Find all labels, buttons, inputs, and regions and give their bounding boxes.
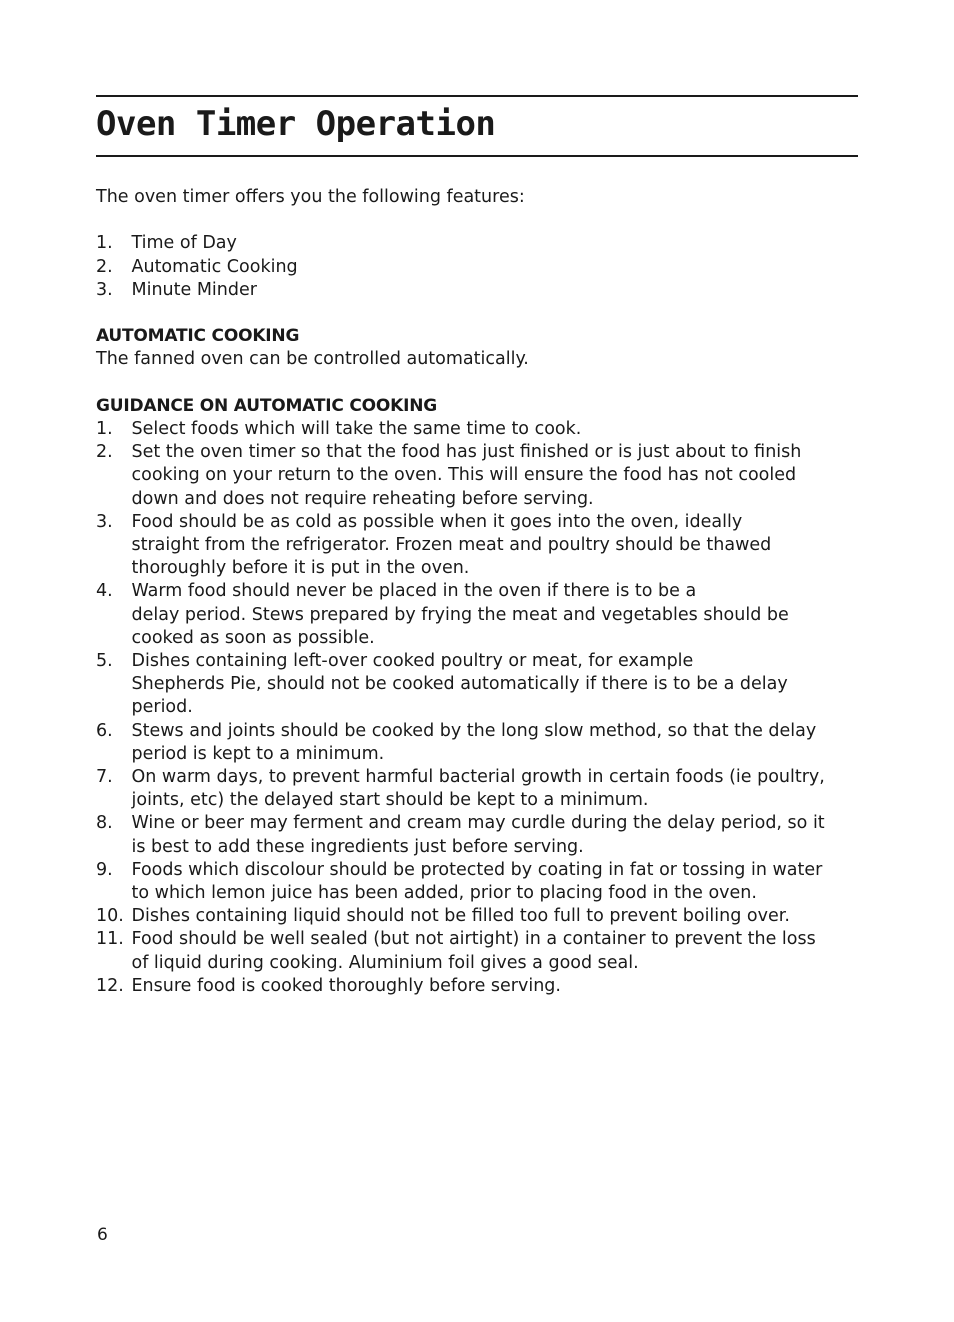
list-item-line: Shepherds Pie, should not be cooked automatically if there is to be a delay [131,674,788,695]
title-top-rule [96,95,858,97]
list-item: 3. Food should be as cold as possible when it goes into the oven, ideally straight from the refrigerator. Frozen meat and poultry should be thawed thoroughly before it is put in the oven. [96,511,772,579]
list-item: 9. Foods which discolour should be protected by coating in fat or tossing in water to which lemon juice has been added, prior to placing food in the oven. [96,859,823,904]
list-item-line: is best to add these ingredients just before serving. [131,836,584,857]
list-item: 10. Dishes containing liquid should not be filled too full to prevent boiling over. [96,906,790,927]
list-item-line: Food should be as cold as possible when it goes into the oven, ideally [131,511,743,532]
automatic-cooking-heading: AUTOMATIC COOKING [96,326,300,347]
list-item-line: On warm days, to prevent harmful bacterial growth in certain foods (ie poultry, [131,767,825,788]
list-item-line: straight from the refrigerator. Frozen meat and poultry should be thawed [131,535,772,555]
list-item-line: cooking on your return to the oven. This will ensure the food has not cooled [131,465,797,486]
page-content [96,186,836,998]
list-item-line: Stews and joints should be cooked by the long slow method, so that the delay [131,720,817,741]
list-item-line: Warm food should never be placed in the oven if there is to be a [131,581,697,602]
list-item-line: of liquid during cooking. Aluminium foil gives a good seal. [131,952,639,973]
list-item: 3. Minute Minder [96,279,257,300]
list-item-line: to which lemon juice has been added, prior to placing food in the oven. [131,883,757,904]
list-item-line: joints, etc) the delayed start should be kept to a minimum. [131,790,649,811]
list-item: 4. Warm food should never be placed in the oven if there is to be a delay period. Stews prepared by frying the meat and vegetables should be cooked as soon as possible. [96,581,789,648]
page-title: Oven Timer Operation [96,104,496,144]
list-item: 7. On warm days, to prevent harmful bacterial growth in certain foods (ie poultry, joints, etc) the delayed start should be kept to a minimum. [96,767,825,811]
list-item: 6. Stews and joints should be cooked by the long slow method, so that the delay period is kept to a minimum. [96,720,817,764]
list-item-line: Wine or beer may ferment and cream may curdle during the delay period, so it [131,813,825,834]
list-item: 2. Set the oven timer so that the food has just finished or is just about to finish cooking on your return to the oven. This will ensure the food has not cooled down and does not require reheating before serving. [96,442,802,509]
list-item-line: Food should be well sealed (but not airtight) in a container to prevent the loss [131,929,816,950]
page-number: 6 [97,1225,108,1245]
intro-text: The oven timer offers you the following features: [96,187,525,207]
list-item: 5. Dishes containing left-over cooked poultry or meat, for example Shepherds Pie, should not be cooked automatically if there is to be a delay period. [96,651,788,718]
list-item-line: Foods which discolour should be protected by coating in fat or tossing in water [131,859,823,880]
features-list [96,232,836,302]
list-item-line: Set the oven timer so that the food has just finished or is just about to finish [131,442,802,463]
list-item-line: period is kept to a minimum. [131,743,385,764]
list-item: 12. Ensure food is cooked thoroughly before serving. [96,975,561,996]
title-bottom-rule [96,155,858,157]
list-item: 8. Wine or beer may ferment and cream may curdle during the delay period, so it is best to add these ingredients just before serving. [96,813,825,857]
list-item: 11. Food should be well sealed (but not airtight) in a container to prevent the loss of liquid during cooking. Aluminium foil gives a good seal. [96,929,816,973]
list-item-line: cooked as soon as possible. [131,627,375,648]
list-item-line: down and does not require reheating before serving. [131,488,594,509]
list-item: 1. Time of Day [96,233,237,254]
list-item-line: thoroughly before it is put in the oven. [131,558,470,579]
list-item: 1. Select foods which will take the same time to cook. [96,418,582,439]
list-item-line: delay period. Stews prepared by frying the meat and vegetables should be [131,604,789,625]
list-item-line: Dishes containing left-over cooked poultry or meat, for example [131,651,694,672]
list-item-line: period. [131,697,193,718]
guidance-list [96,418,836,998]
automatic-cooking-text: The fanned oven can be controlled automatically. [96,349,529,370]
guidance-heading: GUIDANCE ON AUTOMATIC COOKING [96,395,437,416]
list-item: 2. Automatic Cooking [96,256,298,277]
